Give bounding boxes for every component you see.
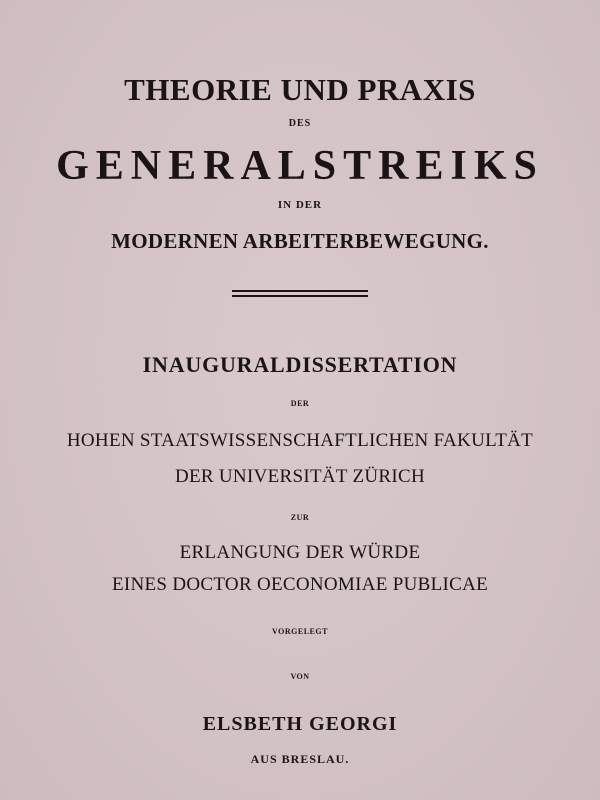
submitted-label: VORGELEGT	[272, 627, 328, 636]
faculty-line-2: DER UNIVERSITÄT ZÜRICH	[174, 466, 426, 487]
dissertation-heading: INAUGURALDISSERTATION	[142, 352, 458, 377]
title-line-3: MODERNEN ARBEITERBEWEGUNG.	[111, 229, 489, 253]
faculty-line-1: HOHEN STAATSWISSENSCHAFTLICHEN FAKULTÄT	[66, 430, 534, 451]
degree-line-2: EINES DOCTOR OECONOMIAE PUBLICAE	[111, 574, 489, 595]
title-line-2: GENERALSTREIKS	[56, 143, 544, 189]
connector-von: VON	[290, 672, 310, 681]
connector-zur: ZUR	[290, 513, 310, 522]
author-origin: AUS BRESLAU.	[250, 752, 350, 766]
connector-der: DER	[290, 399, 310, 408]
title-line-1: THEORIE UND PRAXIS	[124, 72, 476, 107]
degree-line-1: ERLANGUNG DER WÜRDE	[179, 542, 421, 563]
double-rule-divider	[232, 290, 368, 297]
connector-in-der: IN DER	[277, 199, 323, 211]
author-name: ELSBETH GEORGI	[202, 713, 398, 735]
connector-des: DES	[288, 118, 312, 129]
